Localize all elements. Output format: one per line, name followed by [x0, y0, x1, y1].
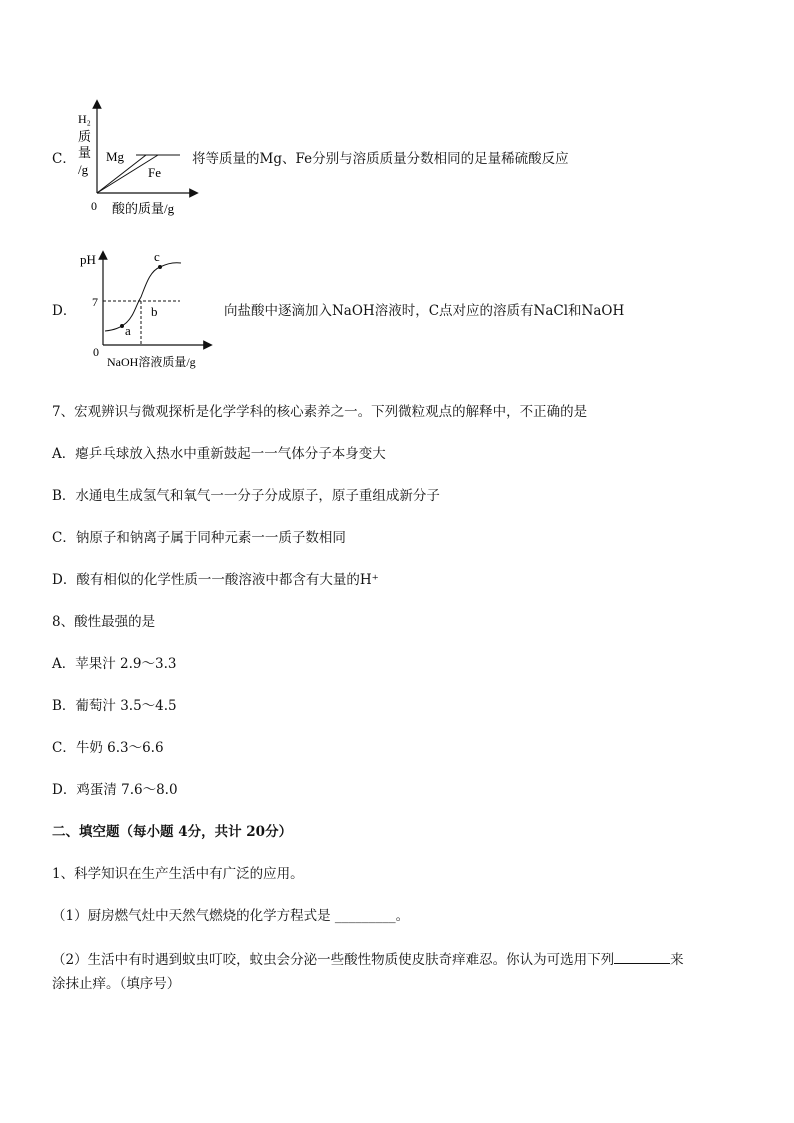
option-c-text: 将等质量的Mg、Fe分别与溶质质量分数相同的足量稀硫酸反应	[192, 151, 569, 167]
graph-c-xlabel: 酸的质量/g	[112, 201, 175, 216]
q7-stem: 7、宏观辨识与微观探析是化学学科的核心素养之一。下列微粒观点的解释中，不正确的是	[52, 404, 588, 420]
q8-option-a: A．苹果汁 2.9～3.3	[52, 656, 177, 672]
q7-option-c: C．钠原子和钠离子属于同种元素一一质子数相同	[52, 530, 346, 546]
graph-d-label-b: b	[151, 304, 158, 319]
q8-option-b: B．葡萄汁 3.5～4.5	[52, 698, 177, 714]
graph-d	[76, 249, 216, 374]
graph-c	[74, 98, 204, 218]
q7-option-a: A．瘪乒乓球放入热水中重新鼓起一一气体分子本身变大	[52, 446, 386, 462]
section-2-part-2-end: 来	[670, 952, 684, 968]
graph-d-ylabel: pH	[80, 252, 96, 267]
graph-c-ylabel-3: 量	[78, 145, 92, 160]
graph-c-mg-label: Mg	[106, 149, 125, 164]
graph-c-ylabel-1: H₂	[78, 112, 91, 126]
graph-c-origin: 0	[91, 199, 97, 213]
graph-c-fe-label: Fe	[148, 165, 161, 180]
section-2-part-2	[52, 949, 684, 969]
section-2-part-2-line2: 涂抹止痒。（填序号）	[52, 976, 181, 992]
option-d-label: D．	[52, 303, 77, 319]
option-c-label: C．	[52, 151, 76, 167]
section-2-part-2-start: （2）生活中有时遇到蚊虫叮咬，蚊虫会分泌一些酸性物质使皮肤奇痒难忍。你认为可选用下列	[52, 952, 615, 968]
option-d-text: 向盐酸中逐滴加入NaOH溶液时，C点对应的溶质有NaCl和NaOH	[224, 303, 625, 319]
graph-d-xlabel: NaOH溶液质量/g	[107, 355, 196, 369]
graph-c-ylabel-4: /g	[78, 162, 89, 177]
graph-d-label-c: c	[154, 249, 160, 264]
q8-option-d: D．鸡蛋清 7.6～8.0	[52, 782, 178, 798]
graph-d-point-a	[120, 324, 124, 328]
graph-d-origin: 0	[93, 345, 99, 359]
answer-blank[interactable]	[614, 949, 670, 964]
section-2-q1: 1、科学知识在生产生活中有广泛的应用。	[52, 866, 304, 882]
q8-option-c: C．牛奶 6.3～6.6	[52, 740, 164, 756]
q7-option-d: D．酸有相似的化学性质一一酸溶液中都含有大量的H⁺	[52, 572, 379, 588]
section-2-part-1: （1）厨房燃气灶中天然气燃烧的化学方程式是 _________。	[52, 908, 410, 924]
q7-option-b: B．水通电生成氢气和氧气一一分子分成原子，原子重组成新分子	[52, 488, 440, 504]
q8-stem: 8、酸性最强的是	[52, 614, 156, 630]
graph-d-curve	[105, 263, 181, 331]
graph-c-ylabel-2: 质	[78, 129, 92, 144]
section-2-title: 二、填空题（每小题 4分，共计 20分）	[52, 824, 293, 840]
graph-d-tick-7: 7	[92, 295, 98, 309]
graph-d-point-c	[158, 265, 162, 269]
graph-d-label-a: a	[125, 323, 131, 338]
